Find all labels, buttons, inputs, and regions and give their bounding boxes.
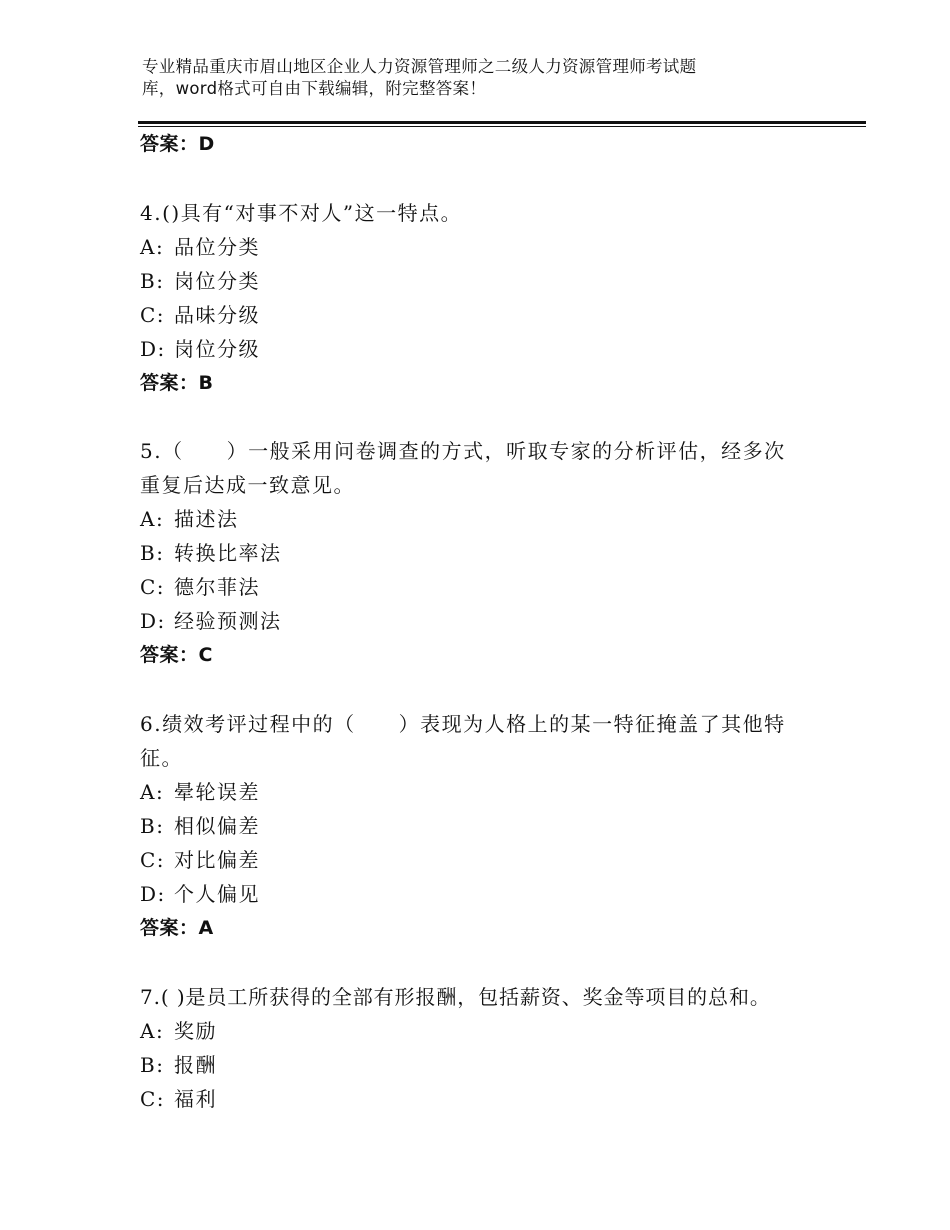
option-d: D: 个人偏见 <box>140 882 260 906</box>
option-b: B: 相似偏差 <box>140 814 260 838</box>
option-a: A: 晕轮误差 <box>140 780 260 804</box>
option-a: A: 品位分类 <box>140 235 260 259</box>
question-5 <box>140 434 830 672</box>
question-stem: 4.()具有“对事不对人”这一特点。 <box>140 201 463 225</box>
option-c: C: 品味分级 <box>140 303 260 327</box>
header-line-1: 专业精品重庆市眉山地区企业人力资源管理师之二级人力资源管理师考试题 <box>142 57 697 76</box>
question-stem-line-1: 6.绩效考评过程中的（ ）表现为人格上的某一特征掩盖了其他特 <box>140 712 786 736</box>
option-b: B: 岗位分类 <box>140 269 260 293</box>
question-stem-line-1: 5.（ ）一般采用问卷调查的方式，听取专家的分析评估，经多次 <box>140 439 786 463</box>
question-stem-line-2: 重复后达成一致意见。 <box>140 473 355 497</box>
question-stem: 7.( )是员工所获得的全部有形报酬，包括薪资、奖金等项目的总和。 <box>140 985 771 1009</box>
option-c: C: 福利 <box>140 1087 217 1111</box>
question-stem-line-2: 征。 <box>140 746 183 770</box>
answer-q4: 答案：B <box>140 372 214 394</box>
option-a: A: 描述法 <box>140 507 239 531</box>
option-d: D: 经验预测法 <box>140 609 282 633</box>
option-d: D: 岗位分级 <box>140 337 260 361</box>
answer-q6: 答案：A <box>140 917 214 939</box>
option-b: B: 报酬 <box>140 1053 217 1077</box>
option-c: C: 对比偏差 <box>140 848 260 872</box>
option-b: B: 转换比率法 <box>140 541 282 565</box>
question-7 <box>140 980 840 1116</box>
option-c: C: 德尔菲法 <box>140 575 260 599</box>
answer-q5: 答案：C <box>140 644 213 666</box>
header-line-2: 库，word格式可自由下载编辑，附完整答案！ <box>142 79 487 98</box>
answer-q3: 答案：D <box>140 133 215 155</box>
question-6 <box>140 707 830 945</box>
document-header <box>142 56 842 100</box>
question-4 <box>140 196 830 400</box>
option-a: A: 奖励 <box>140 1019 217 1043</box>
header-rule-thick <box>138 121 866 124</box>
